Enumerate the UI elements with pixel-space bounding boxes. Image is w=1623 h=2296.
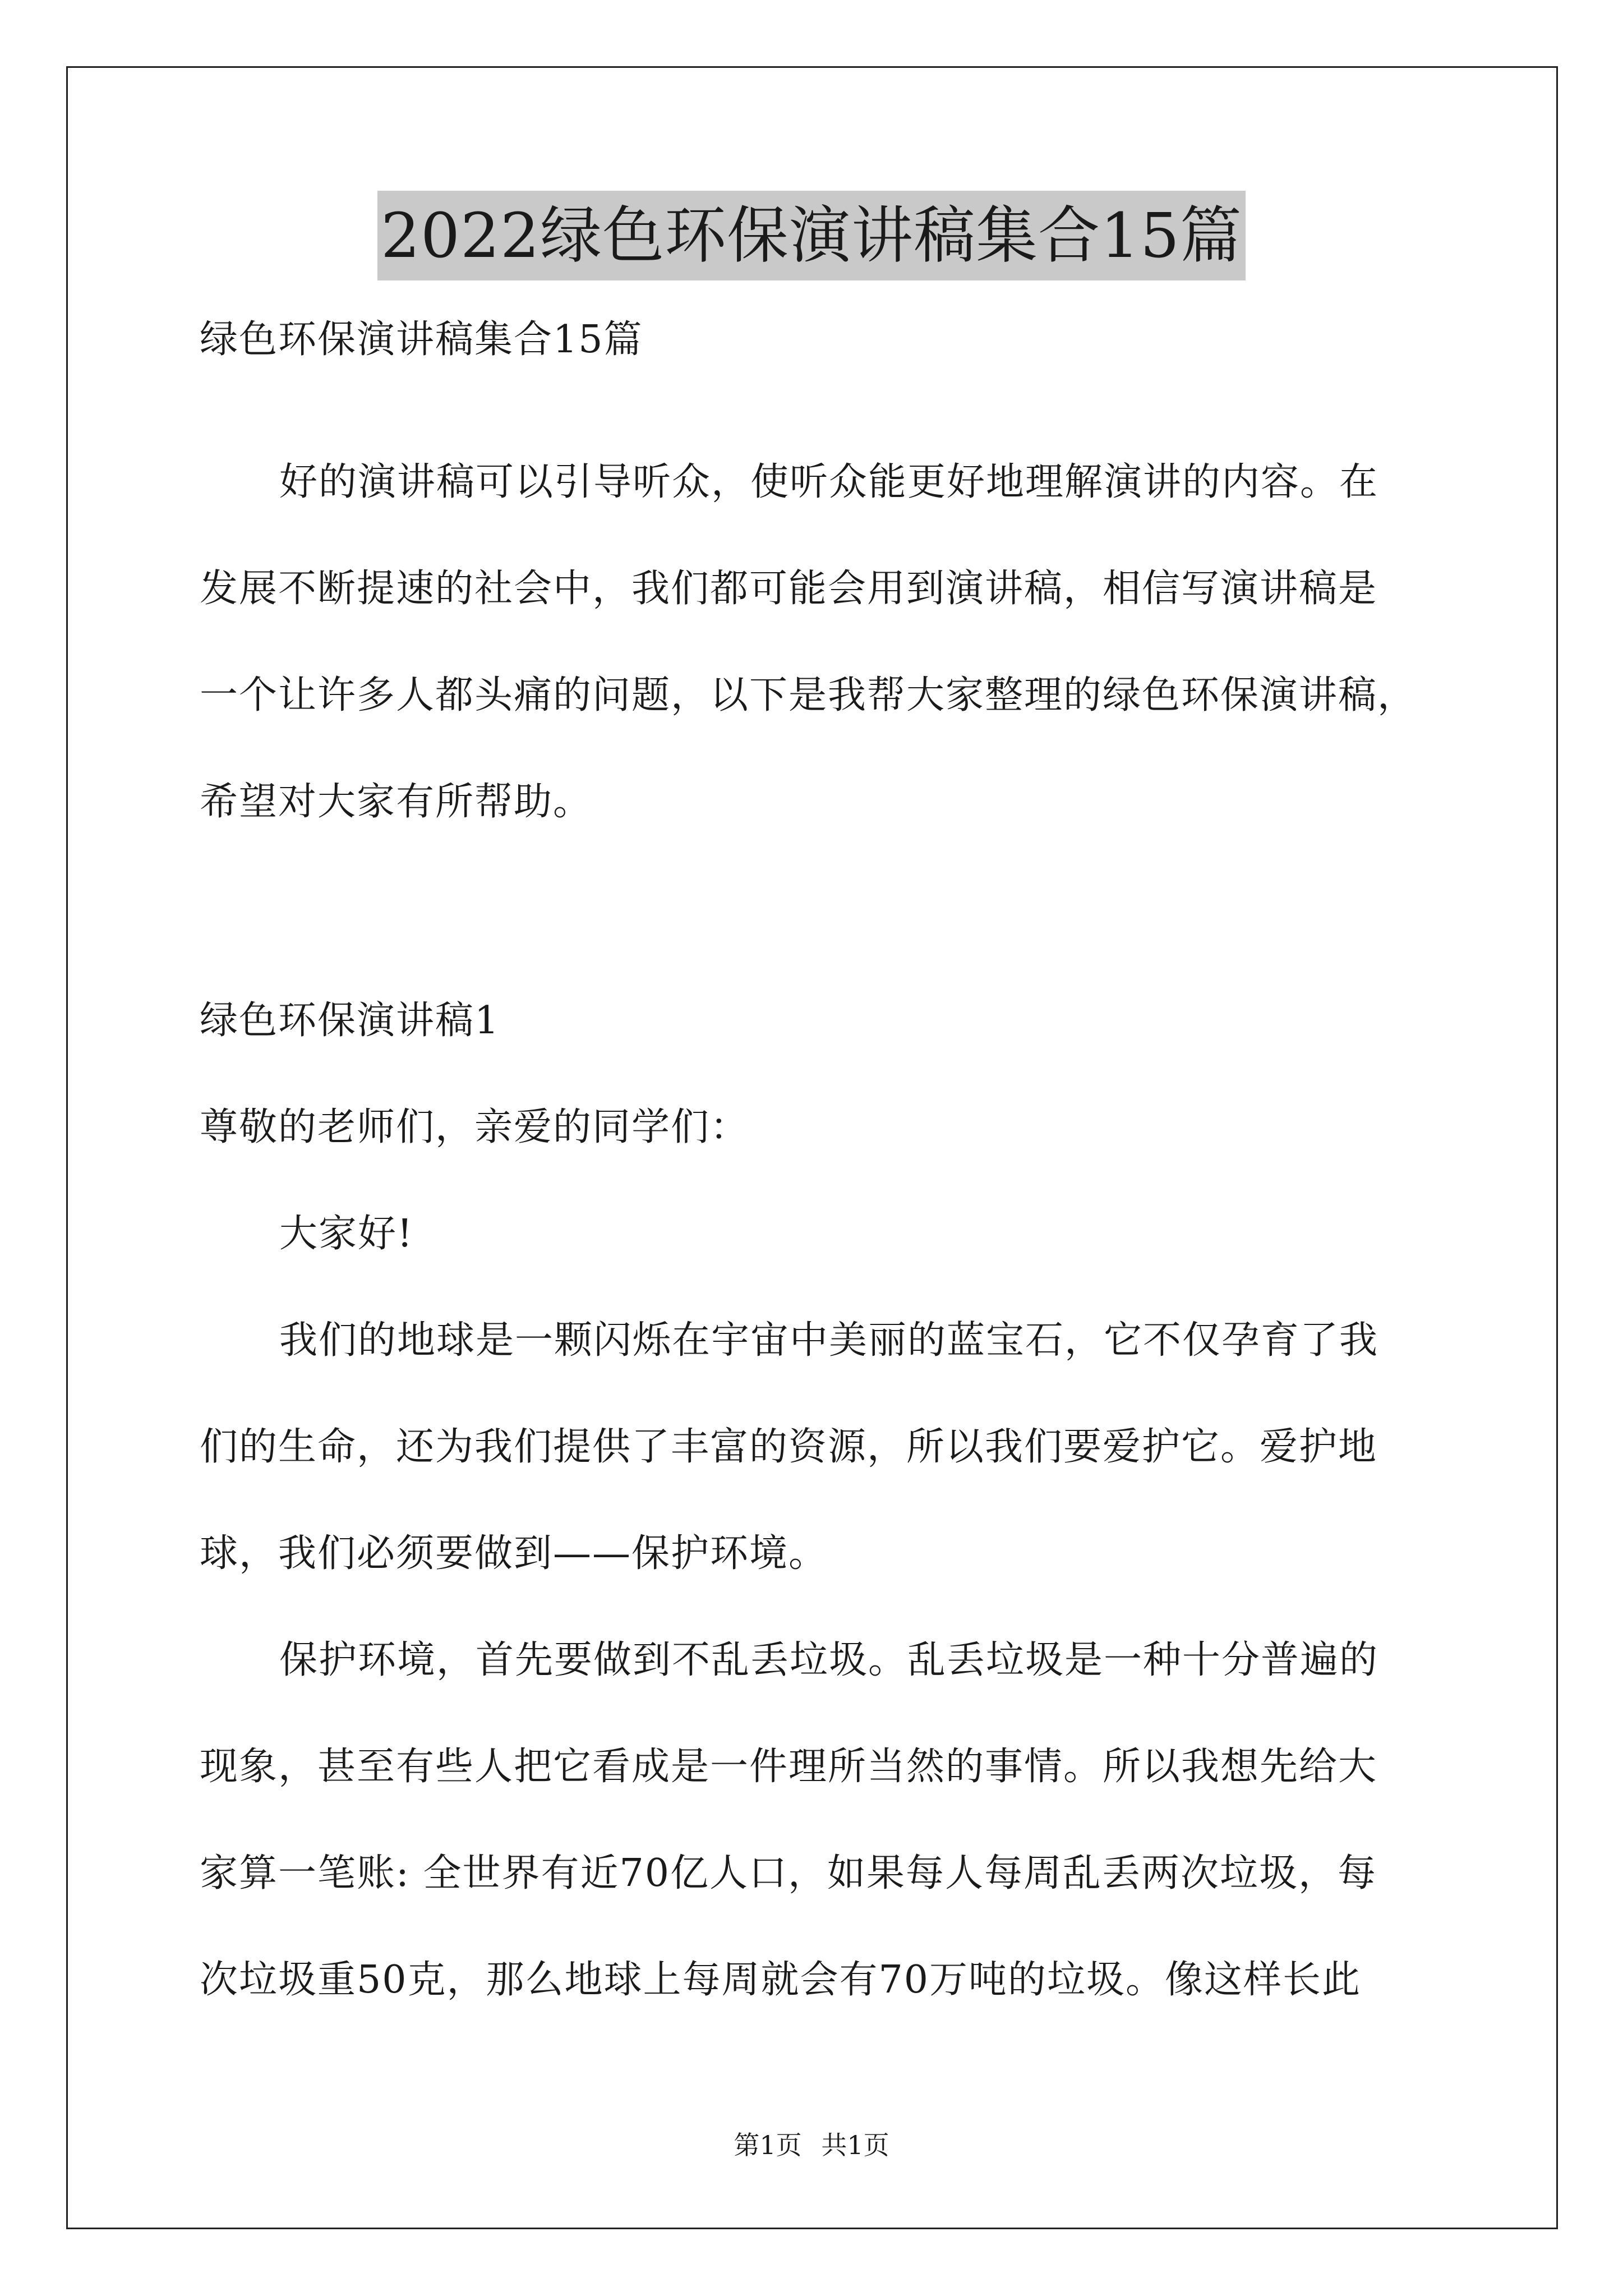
paragraph-line: 球，我们必须要做到——保护环境。 (200, 1531, 828, 1576)
paragraph-line: 好的演讲稿可以引导听众，使听众能更好地理解演讲的内容。在 (279, 460, 1379, 504)
salutation-line: 尊敬的老师们，亲爱的同学们： (200, 1105, 750, 1149)
paragraph-line: 保护环境，首先要做到不乱丢垃圾。乱丢垃圾是一种十分普遍的 (279, 1638, 1379, 1682)
paragraph-line: 现象，甚至有些人把它看成是一件理所当然的事情。所以我想先给大 (200, 1745, 1378, 1789)
paragraph-line: 们的生命，还为我们提供了丰富的资源，所以我们要爱护它。爱护地 (200, 1425, 1378, 1469)
page-footer (0, 2128, 1623, 2162)
page-total: 共1页 (821, 2130, 889, 2160)
page-number: 第1页 (734, 2130, 802, 2160)
paragraph-line: 我们的地球是一颗闪烁在宇宙中美丽的蓝宝石，它不仅孕育了我 (279, 1318, 1379, 1363)
paragraph-line: 次垃圾重50克，那么地球上每周就会有70万吨的垃圾。像这样长此 (200, 1958, 1362, 2002)
paragraph-line: 家算一笔账: 全世界有近70亿人口，如果每人每周乱丢两次垃圾，每 (200, 1851, 1377, 1895)
document-title: 2022绿色环保演讲稿集合15篇 (377, 191, 1246, 280)
greeting-line: 大家好! (279, 1212, 414, 1256)
paragraph-line: 一个让许多人都头痛的问题，以下是我帮大家整理的绿色环保演讲稿， (200, 673, 1417, 717)
title-wrap (0, 191, 1623, 280)
paragraph-line: 希望对大家有所帮助。 (200, 780, 593, 824)
section-heading: 绿色环保演讲稿1 (200, 999, 500, 1043)
subtitle-line: 绿色环保演讲稿集合15篇 (200, 318, 643, 362)
paragraph-line: 发展不断提速的社会中，我们都可能会用到演讲稿，相信写演讲稿是 (200, 567, 1378, 611)
